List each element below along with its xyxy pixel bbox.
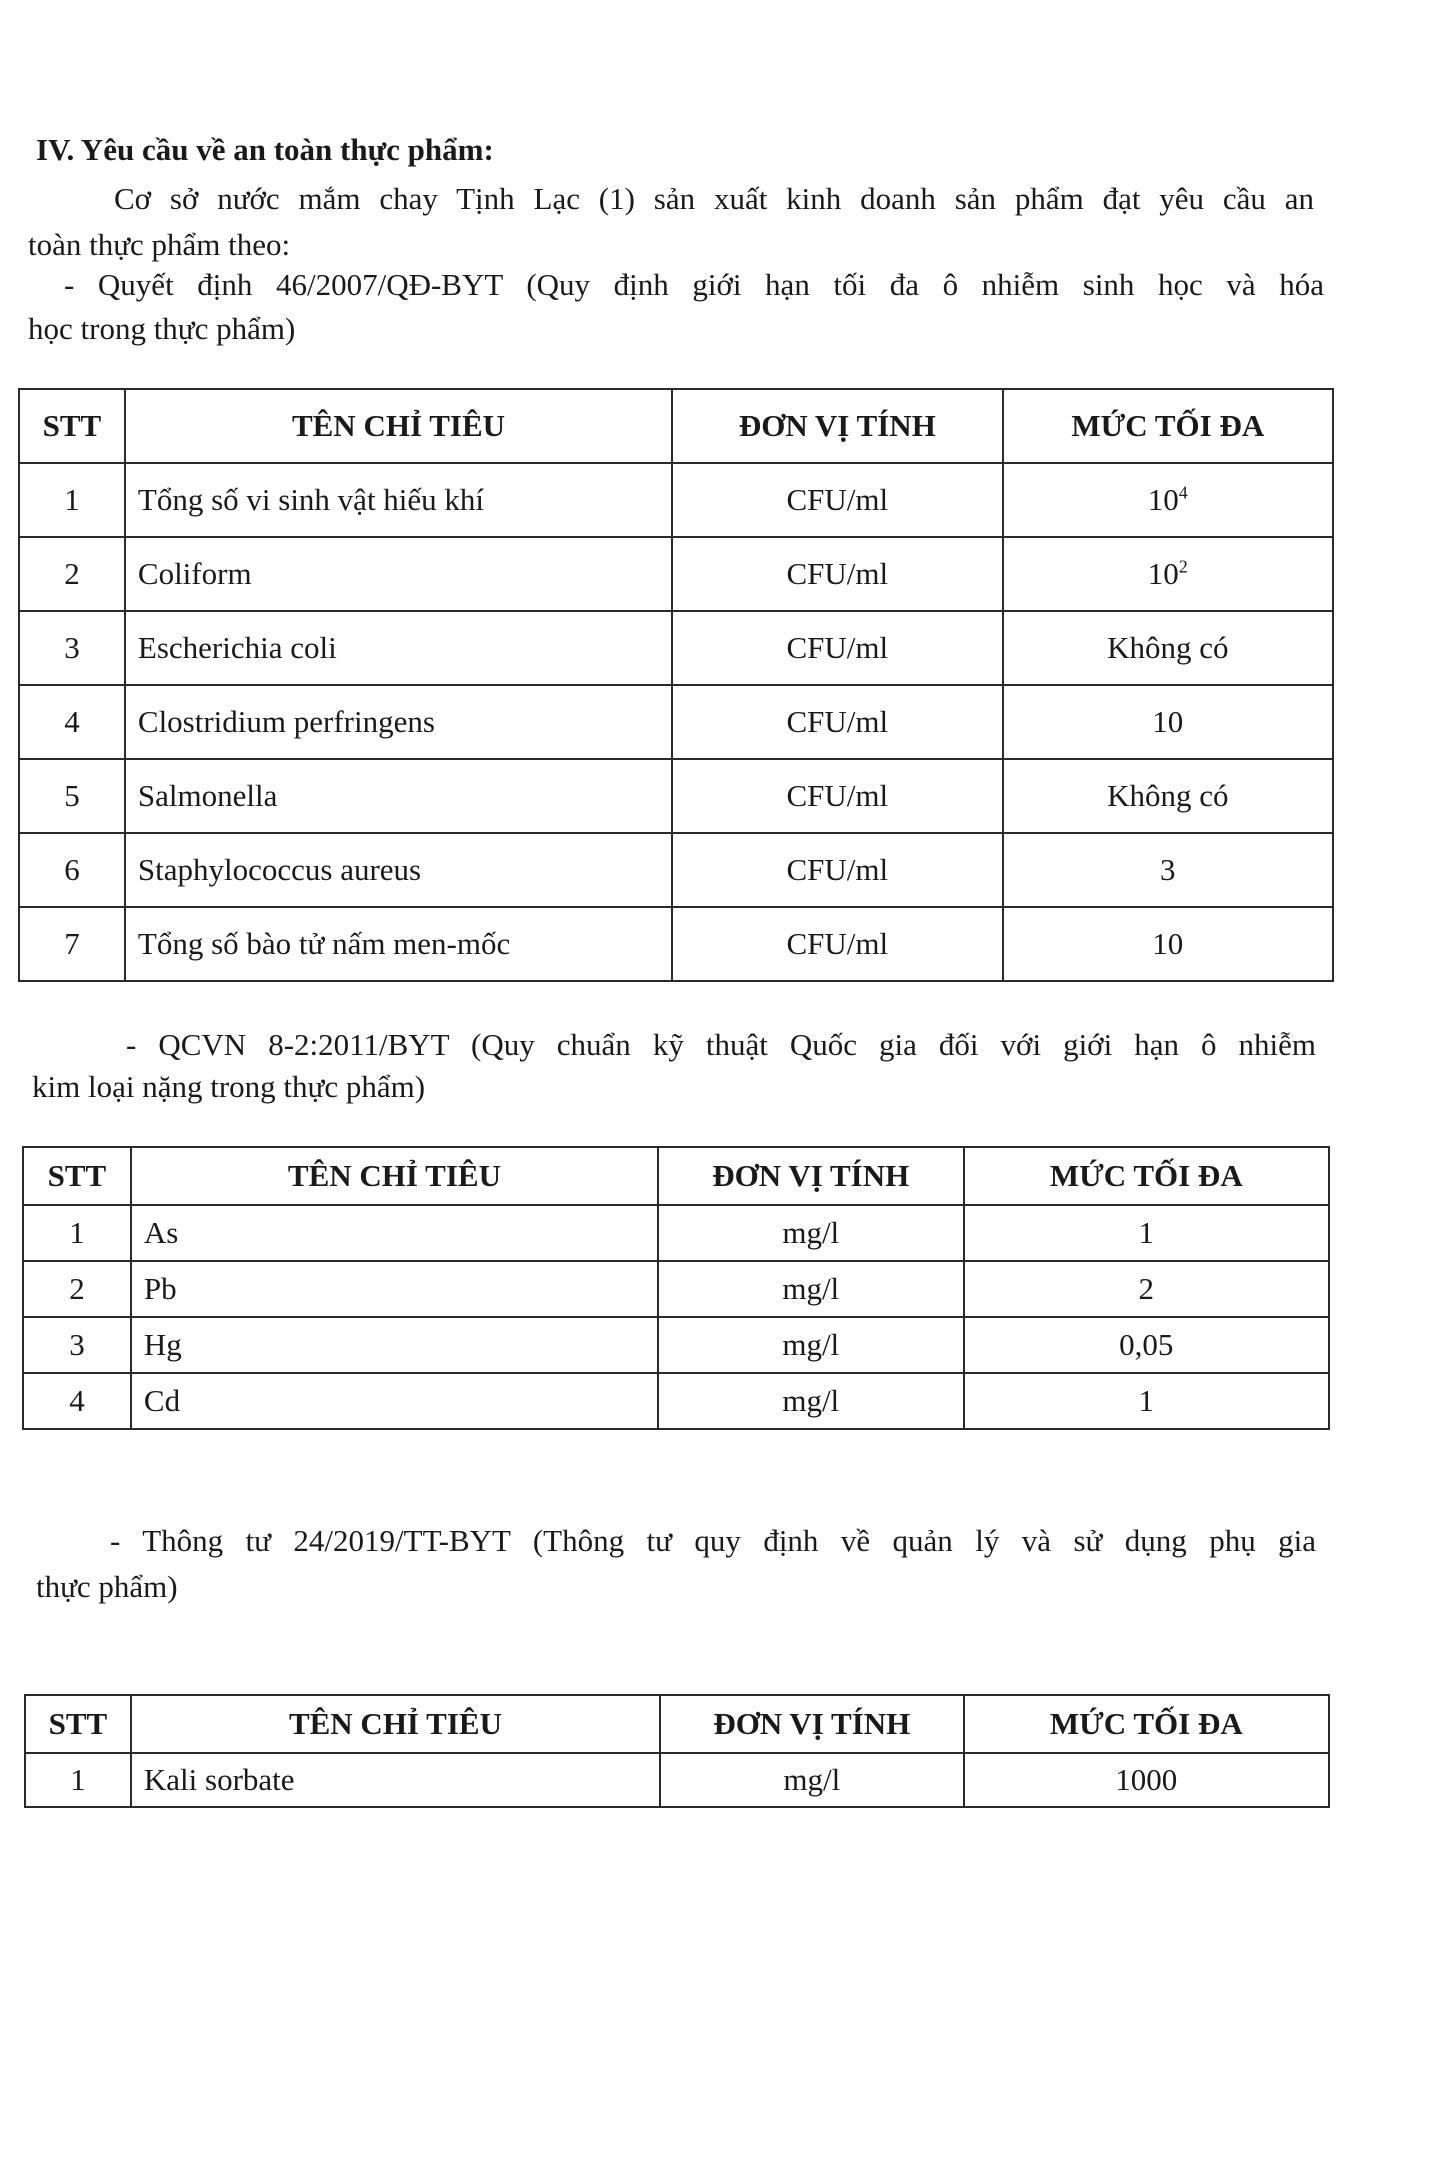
row-max	[1003, 907, 1333, 981]
table-row	[19, 759, 1333, 833]
row-max: 0,05	[964, 1317, 1329, 1373]
row-name: Kali sorbate	[131, 1753, 660, 1807]
row-unit: mg/l	[660, 1753, 964, 1807]
row-stt: 1	[19, 463, 125, 537]
row-unit: CFU/ml	[672, 611, 1002, 685]
reference-2-line-1: - QCVN 8-2:2011/BYT (Quy chuẩn kỹ thuật Quốc gia đối với giới hạn ô nhiễm	[126, 1027, 1316, 1062]
header-stt: STT	[19, 389, 125, 463]
header-stt: STT	[25, 1695, 131, 1753]
row-max	[1003, 463, 1333, 537]
max-value: Không có	[1107, 630, 1229, 665]
row-stt: 7	[19, 907, 125, 981]
row-name: Salmonella	[125, 759, 672, 833]
row-name: Pb	[131, 1261, 658, 1317]
intro-line-1: Cơ sở nước mắm chay Tịnh Lạc (1) sản xuất kinh doanh sản phẩm đạt yêu cầu an	[114, 181, 1314, 216]
header-name: TÊN CHỈ TIÊU	[131, 1147, 658, 1205]
table-row	[19, 611, 1333, 685]
reference-3-line-1: - Thông tư 24/2019/TT-BYT (Thông tư quy định về quản lý và sử dụng phụ gia	[110, 1523, 1316, 1558]
row-stt: 5	[19, 759, 125, 833]
row-unit: CFU/ml	[672, 907, 1002, 981]
header-stt: STT	[23, 1147, 131, 1205]
table-header-row	[23, 1147, 1329, 1205]
row-stt: 2	[23, 1261, 131, 1317]
row-name: Hg	[131, 1317, 658, 1373]
row-max: 2	[964, 1261, 1329, 1317]
max-value: Không có	[1107, 778, 1229, 813]
header-unit: ĐƠN VỊ TÍNH	[660, 1695, 964, 1753]
heavy-metals-table	[22, 1146, 1330, 1430]
row-unit: CFU/ml	[672, 685, 1002, 759]
table-row	[23, 1317, 1329, 1373]
row-stt: 1	[23, 1205, 131, 1261]
row-unit: CFU/ml	[672, 759, 1002, 833]
row-stt: 6	[19, 833, 125, 907]
row-unit: CFU/ml	[672, 833, 1002, 907]
row-max: 1000	[964, 1753, 1329, 1807]
reference-2-line-2: kim loại nặng trong thực phẩm)	[32, 1069, 426, 1104]
table-header-row	[25, 1695, 1329, 1753]
row-max	[1003, 759, 1333, 833]
row-unit: mg/l	[658, 1317, 964, 1373]
row-unit: CFU/ml	[672, 463, 1002, 537]
row-max	[1003, 685, 1333, 759]
row-unit: mg/l	[658, 1373, 964, 1429]
table-row	[19, 833, 1333, 907]
row-stt: 3	[23, 1317, 131, 1373]
header-unit: ĐƠN VỊ TÍNH	[672, 389, 1002, 463]
max-value: 3	[1160, 852, 1176, 887]
row-name: Clostridium perfringens	[125, 685, 672, 759]
row-unit: CFU/ml	[672, 537, 1002, 611]
row-max: 1	[964, 1205, 1329, 1261]
header-name: TÊN CHỈ TIÊU	[125, 389, 672, 463]
row-max	[1003, 611, 1333, 685]
table-row	[19, 537, 1333, 611]
row-stt: 2	[19, 537, 125, 611]
header-max: MỨC TỐI ĐA	[964, 1695, 1329, 1753]
table-row	[19, 907, 1333, 981]
section-title: IV. Yêu cầu về an toàn thực phẩm:	[36, 132, 494, 167]
row-max	[1003, 833, 1333, 907]
row-name: Cd	[131, 1373, 658, 1429]
max-value: 10	[1147, 482, 1179, 517]
header-max: MỨC TỐI ĐA	[1003, 389, 1333, 463]
table-header-row	[19, 389, 1333, 463]
row-unit: mg/l	[658, 1205, 964, 1261]
max-value: 10	[1152, 926, 1184, 961]
microbiology-table	[18, 388, 1334, 982]
row-name: Tổng số vi sinh vật hiếu khí	[125, 463, 672, 537]
header-unit: ĐƠN VỊ TÍNH	[658, 1147, 964, 1205]
max-exponent: 2	[1178, 556, 1188, 577]
table-row	[19, 463, 1333, 537]
header-name: TÊN CHỈ TIÊU	[131, 1695, 660, 1753]
table-row	[25, 1753, 1329, 1807]
row-stt: 4	[23, 1373, 131, 1429]
row-max: 1	[964, 1373, 1329, 1429]
row-name: Escherichia coli	[125, 611, 672, 685]
max-exponent: 4	[1178, 482, 1188, 503]
table-row	[19, 685, 1333, 759]
additives-table	[24, 1694, 1330, 1808]
reference-1-line-2: học trong thực phẩm)	[28, 311, 296, 346]
table-row	[23, 1205, 1329, 1261]
row-name: Tổng số bào tử nấm men-mốc	[125, 907, 672, 981]
max-value: 10	[1152, 704, 1184, 739]
row-max	[1003, 537, 1333, 611]
table-row	[23, 1373, 1329, 1429]
row-stt: 1	[25, 1753, 131, 1807]
reference-3-line-2: thực phẩm)	[36, 1569, 178, 1604]
row-name: As	[131, 1205, 658, 1261]
intro-line-2: toàn thực phẩm theo:	[28, 227, 291, 262]
max-value: 10	[1147, 556, 1179, 591]
reference-1-line-1: - Quyết định 46/2007/QĐ-BYT (Quy định giới hạn tối đa ô nhiễm sinh học và hóa	[64, 267, 1324, 302]
row-stt: 4	[19, 685, 125, 759]
table-row	[23, 1261, 1329, 1317]
header-max: MỨC TỐI ĐA	[964, 1147, 1329, 1205]
row-name: Coliform	[125, 537, 672, 611]
row-stt: 3	[19, 611, 125, 685]
row-name: Staphylococcus aureus	[125, 833, 672, 907]
row-unit: mg/l	[658, 1261, 964, 1317]
